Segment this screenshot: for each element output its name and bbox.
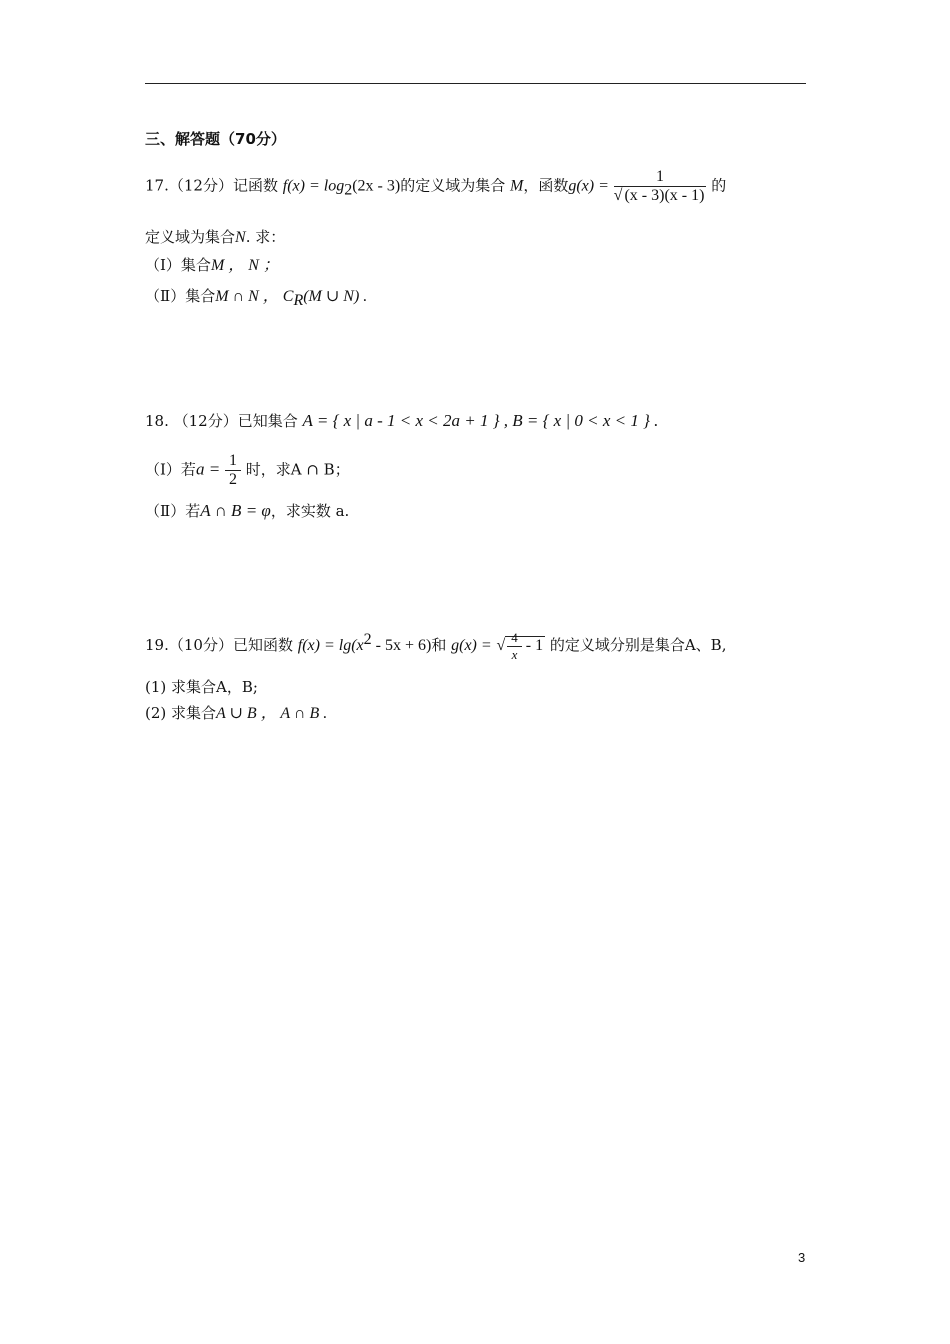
page-number: 3 [798,1250,806,1265]
q19-g-root: √ $\frac{4}{x}$ - 1 [496,630,544,662]
q19-g-num: 4 [507,630,522,647]
q17-func-f: f(x) = log [282,177,345,195]
q19-part2 [145,700,327,723]
q17-end-text: 的 [711,176,727,195]
q19-lead: 已知函数 [232,636,293,655]
q19-sup2: 2 [363,631,372,649]
q17-line2-end: . 求： [245,228,286,246]
q19-g-fraction [507,630,522,663]
q17-part2-tail: (M ∪ N) . [303,288,368,305]
q18-line1 [145,410,658,431]
q17-part2-sub: R [293,292,304,309]
q18-lead: 已知集合 [237,412,298,430]
q19-part2-math: A ∪ B ， A ∩ B . [216,705,328,722]
q17-domain-text: 的定义域为集合 [400,176,506,195]
q17-func-g: g(x) = [568,177,609,195]
q18-half-num: 1 [225,452,241,471]
q17-lead: 记函数 [232,176,278,195]
q19-g-den: x [511,647,518,662]
q17-part1-math: M ， N ； [210,257,279,274]
q19-number: 19. [145,636,169,655]
q18-sets: A = { x | a - 1 < x < 2a + 1 } , B = { x | 0 < x < 1 } . [302,411,659,430]
q17-set-n: N [235,229,246,246]
q18-part2-tail: ，求实数 a. [270,502,350,520]
q18-part1-a: a = [195,459,221,479]
q19-and: 和 [431,636,447,655]
q17-f-arg: (2x - 3) [352,177,401,195]
q19-part1: (1) 求集合A，B; [145,678,258,696]
q17-set-m: M [509,177,524,195]
q18-part2-math: A ∩ B = φ [200,501,271,520]
q17-g-fraction [614,168,707,205]
q17-part2-label: （Ⅱ）集合 [145,287,216,305]
q18-half-fraction [225,452,241,489]
q19-f-tail: - 5x + 6) [371,637,432,655]
section-title: 三、解答题（70分） [145,130,286,148]
q18-part2 [145,500,349,521]
q17-g-denominator: √ (x - 3)(x - 1) [613,187,705,204]
q18-half-den: 2 [228,471,237,488]
q18-part1 [145,452,350,489]
q17-score: （12分） [168,176,233,195]
q17-part1 [145,252,279,275]
q19-part2-label: (2) 求集合 [145,704,217,722]
q18-part1-tail: 时，求A ∩ B； [245,460,350,479]
q19-score: （10分） [168,636,233,655]
header-rule [145,83,806,84]
q17-log-base: 2 [344,181,353,199]
q17-line1 [145,168,726,205]
q17-part2 [145,283,367,310]
q18-score: （12分） [173,412,238,430]
q17-line2 [145,226,285,247]
q19-line1 [145,630,726,663]
q18-part1-label: （Ⅰ）若 [145,460,196,479]
q19-func-f: f(x) = lg(x [297,637,364,655]
q17-part1-label: （Ⅰ）集合 [145,256,211,274]
q18-number: 18. [145,412,169,430]
q19-func-g: g(x) = [451,637,492,655]
q17-line2-text: 定义域为集合 [145,228,236,246]
q17-part2-math: M ∩ N ， C [215,288,294,305]
q19-tail: 的定义域分别是集合A、B, [549,636,727,655]
q17-number: 17. [145,176,169,195]
q19-g-tail: - 1 [525,637,544,655]
q18-part2-label: （Ⅱ）若 [145,502,201,520]
q17-func2-text: ，函数 [523,176,569,195]
q17-g-numerator: 1 [614,168,707,187]
